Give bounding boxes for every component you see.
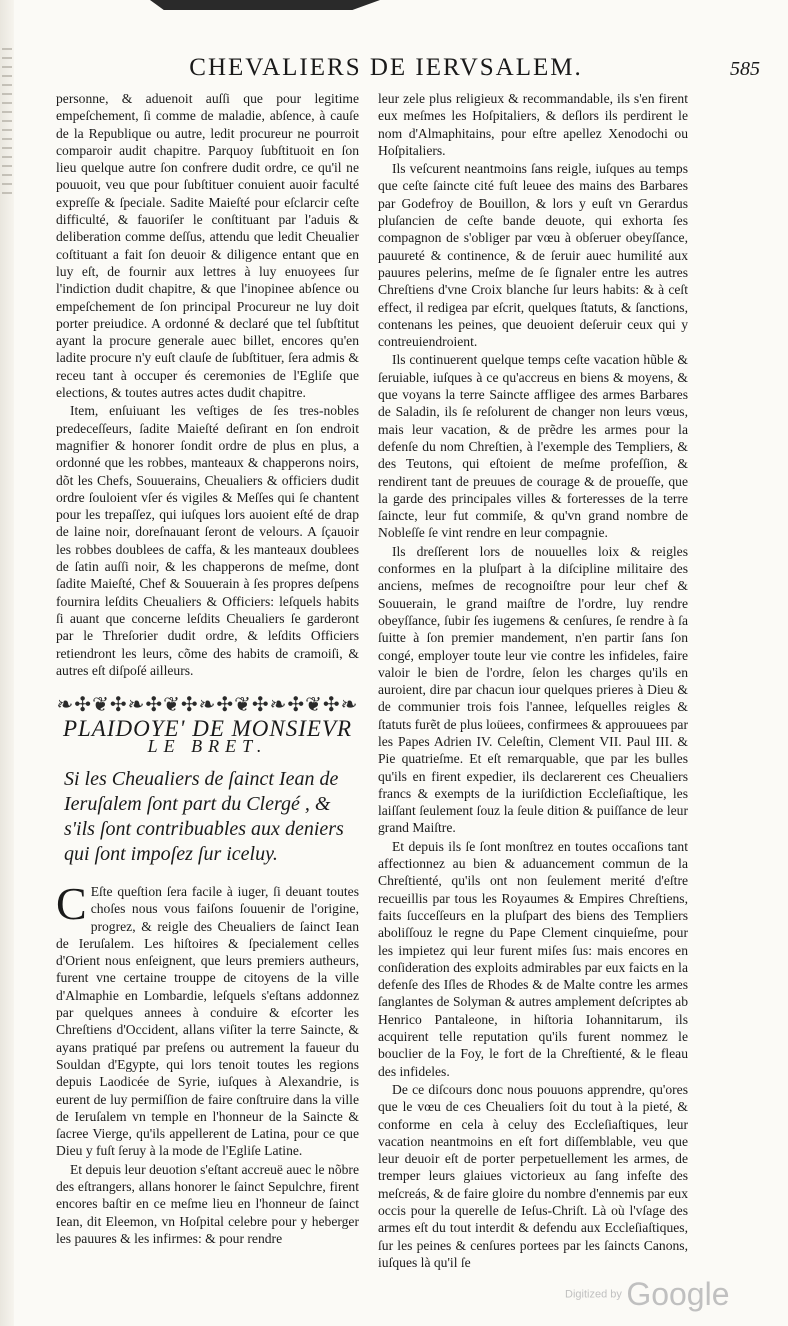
left-body-paragraph-2: Et depuis leur deuotion s'eſtant accreuë auec le nõbre des eſtrangers, allans honorer le ſainct Sepulchre, firent encores baſtir en ce meſme lieu en l'honneur de ſainct Iean, dit Eleemon, vn Hoſpital celebre pour y heberger les pauures & les infirmes: & pour rendre [56,1161,359,1246]
google-logo: Google [626,1276,730,1312]
left-body-text-1: Eſte queſtion ſera facile à iuger, ſi deuant toutes choſes nous vous faiſons ſouuenir de l'origine, progrez, & reigle des Cheualiers de ſainct Iean de Ieruſalem. Les hiſtoires & ſpecialement celles d'Orient nous enſeignent, que leurs premiers autheurs, furent vne certaine trouppe de citoyens de la ville d'Almaphie en Lombardie, leſquels s'eſtans addonnez par quelques annees à conduire & eſcorter les Chreſtiens d'Occident, allans viſiter la terre Saincte, & ayans pratiqué par preſens ou autrement la faueur du Souldan d'Egypte, qui lors tenoit toutes les regions depuis Laodicée de Syrie, iuſques à Alexandrie, is eurent de luy permiſſion de faire conſtruire dans la ville de Ieruſalem vn temple en l'honneur de la Saincte & ſacree Vierge, qu'ils appellerent de Latina, pour ce que Dieu y fuſt ſeruy à la mode de l'Egliſe Latine. [56,883,359,1159]
drop-cap: C [56,877,87,929]
page-edge-bleed [0,0,14,1326]
running-title: CHEVALIERS DE IERVSALEM. [189,54,583,81]
plaidoye-title: PLAIDOYE' DE MONSIEVR [62,716,353,742]
plaidoye-subtitle: LE BRET. [147,735,268,756]
top-edge-mark [150,0,380,10]
right-paragraph-2: Ils veſcurent neantmoins ſans reigle, iuſques au temps que ceſte ſaincte cité fuſt leuee des mains des Barbares par Godefroy de Bouillon, & lors y euſt vn Gerardus pluſancien de ceſte bande deuote, qui exhorta ſes compagnon de s'obliger par vœu à obſeruer obeyſſance, pauureté & continence, & de ſeruir auec humilité aux pauures pelerins, meſme de ſe ſignaler entre les autres Chreſtiens d'vne Croix blanche ſur leurs habits: & à ceſt effect, il redigea par eſcrit, quelques ſtatuts, & ſanctions, contenans les peines, que deuoient deſeruir ceux qui y contreuiendroient. [378,161,688,350]
ornament-band: ❧✣❦✣❧✣❦✣❧✣❦✣❧✣❦✣❧ [56,694,359,717]
left-column [56,90,359,1247]
right-paragraph-4: Ils dreſſerent lors de nouuelles loix & reigles conformes en la pluſpart à la diſcipline militaire des anciens, meſmes de recognoiſtre pour leur chef & Souuerain, le grand maiſtre de l'ordre, luy rendre obeyſſance, ſubir ſes iugemens & cenſures, ſe rendre à ſa ſuitte à ſon premier mandement, n'en partir ſans ſon congé, employer toute leur vie contre les infideles, faire valoir le bien de l'ordre, ſelon les charges qu'ils en auroient, dire par chacun iour quelques prieres à Dieu & de communier trois fois l'annee, leſquelles reigles & ſtatuts furẽt de plus loüees, confirmees & approuuees par les Papes Adrien IV. Celeſtin, Clement VII. Paul III. & Pie quatrieſme. Et eſt remarquable, que par les bulles qu'ils en firent expedier, ils declarerent ces Cheualiers francs & exempts de la iuriſdiction Eccleſiaſtique, les laiſſant ſeulement ſouz la ſeule dition & puiſſance de leur grand Maiſtre. [378,543,688,836]
right-column [378,90,688,1271]
right-paragraph-1: leur zele plus religieux & recommandable, ils s'en firent eux meſmes les Hoſpitaliers, & deſlors ils perdirent le nom d'Almaphitains, pour eſtre apellez Xenodochi ou Hoſpitaliers. [378,91,688,158]
right-paragraph-3: Ils continuerent quelque temps ceſte vacation hũble & ſeruiable, iuſques à ce qu'accreus en biens & moyens, & que voyans la terre Saincte affligee des armes Barbares de Saladin, ils ſe reſolurent de changer non leurs vœus, mais leur vacation, & de prẽdre les armes pour la defenſe du nom Chreſtien, à l'exemple des Templiers, & des Teutons, qui eſtoient de meſme profeſſion, & rendirent tant de preuues de courage & de proueſſe, que la garde des principales villes & forteresses de la terre ſaincte, leur fut commiſe, & qu'vn grand nombre de Nobleſſe ſe vint rendre en leur compagnie. [378,352,688,541]
left-paragraph-2: Item, enſuiuant les veſtiges de ſes tres-nobles predeceſſeurs, ſadite Maieſté deſirant en ſon endroit magnifier & honorer ſondit ordre de plus en plus, a ordonné que les robbes, manteaux & chapperons noirs, dõt les Chefs, Souuerains, Cheualiers & officiers dudit ordre ſouloient vſer és vigiles & Meſſes qui ſe chantent pour les trepaſſez, qui iuſques lors auoient eſté de drap de laine noir, doreſnauant ſeront de velours. A ſçauoir les robbes doublees de caffa, & les manteaux doublees de ſatin auſſi noir, & les chapperons de meſme, dont ſadite Maieſté, Chef & Souuerain à ſes propres deſpens fournira leſdits Cheualiers & Officiers: leſquels habits ſi auant que concerne leſdits Cheualiers ſe garderont par le Threſorier dudit ordre, & leſdits Officiers retiendront les leurs, cõme des habits de cramoiſi, & autres eſt diſpoſé ailleurs. [56,403,359,678]
page-number: 585 [730,58,760,80]
question-heading: Si les Cheualiers de ſainct Iean de Ieruſalem ſont part du Clergé , & s'ils ſont contribuables aux deniers qui ſont impoſez ſur iceluy. [64,767,344,865]
right-paragraph-6: De ce diſcours donc nous pouuons apprendre, qu'ores que le vœu de ces Cheualiers ſoit du tout à la pieté, & conforme en cela à celuy des Eccleſiaſtiques, leur vacation neantmoins en eſt fort diſſemblable, veu que leur deuoir eſt de porter perpetuellement les armes, de tremper leurs glaiues victorieux au ſang infeſte des meſcreás, & de faire gloire du nombre d'ennemis par eux occis pour la querelle de Ieſus-Chriſt. Là où l'vſage des armes eſt du tout interdit & defendu aux Eccleſiaſtiques, ſur les peines & cenſures portees par les ſaincts Canons, iuſques là qu'il ſe [378,1081,688,1270]
watermark-prefix: Digitized by [565,1288,622,1301]
left-paragraph-1: personne, & aduenoit auſſi que pour legitime empeſchement, ſi comme de maladie, abſence, à cauſe de la Republique ou autre, ledit procureur ne pourroit comparoir audit chapitre. Parquoy ſubſtituoit en ſon lieu quelque autre ſon confrere dudit ordre, ce qu'il ne pouuoit, veu que pour ſubſtituer conuient auoir faculté expreſſe & ſpeciale. Sadite Maieſté pour eſclarcir ceſte difficulté, & fauoriſer le conſtituant par l'aduis & deliberation comme deſſus, attendu que ledit Cheualier coſtituant a fait ſon deuoir & diligence entant que en luy eſt, de fournir aux lettres à luy enuoyees ſur l'indiction dudit chapitre, & que l'inopinee abſence ou empeſchement de ſon principal Procureur ne luy doit porter preiudice. A ordonné & declaré que tel ſubſtitut ayant la procure generale auec billet, encores qu'en ladite procure n'y euſt clauſe de ſubſtituer, ſera admis & receu tant à occuper és ceremonies de l'Egliſe que elections, & toutes autres actes dudit chapitre. [56,91,359,401]
google-watermark [565,1276,730,1313]
margin-scrawl [2,48,12,198]
right-paragraph-5: Et depuis ils ſe ſont monſtrez en toutes occaſions tant affectionnez au bien & aduancement commun de la Chreſtienté, qu'ils ont non ſeulement merité d'eſtre recueillis par tous les Royaumes & Empires Chreſtiens, faits ſucceſſeurs en la pluſpart des biens des Templiers aboliſſouz le regne du Pape Clement cinquieſme, pour les impietez qui leur furent miſes ſus: mais encores en conſideration des exploits admirables par eux faicts en la defenſe des Iſles de Rhodes & de Malte contre les armes ſanglantes de Solyman & autres amplement deſcriptes ab Henrico Pantaleone, in hiſtoria Iohannitarum, ils acquirent telle reputation qu'ils furent nommez le bouclier de la Foy, le fort de la Chreſtienté, & le fleau des infideles. [378,838,688,1079]
left-body-paragraph-1 [56,877,359,1160]
